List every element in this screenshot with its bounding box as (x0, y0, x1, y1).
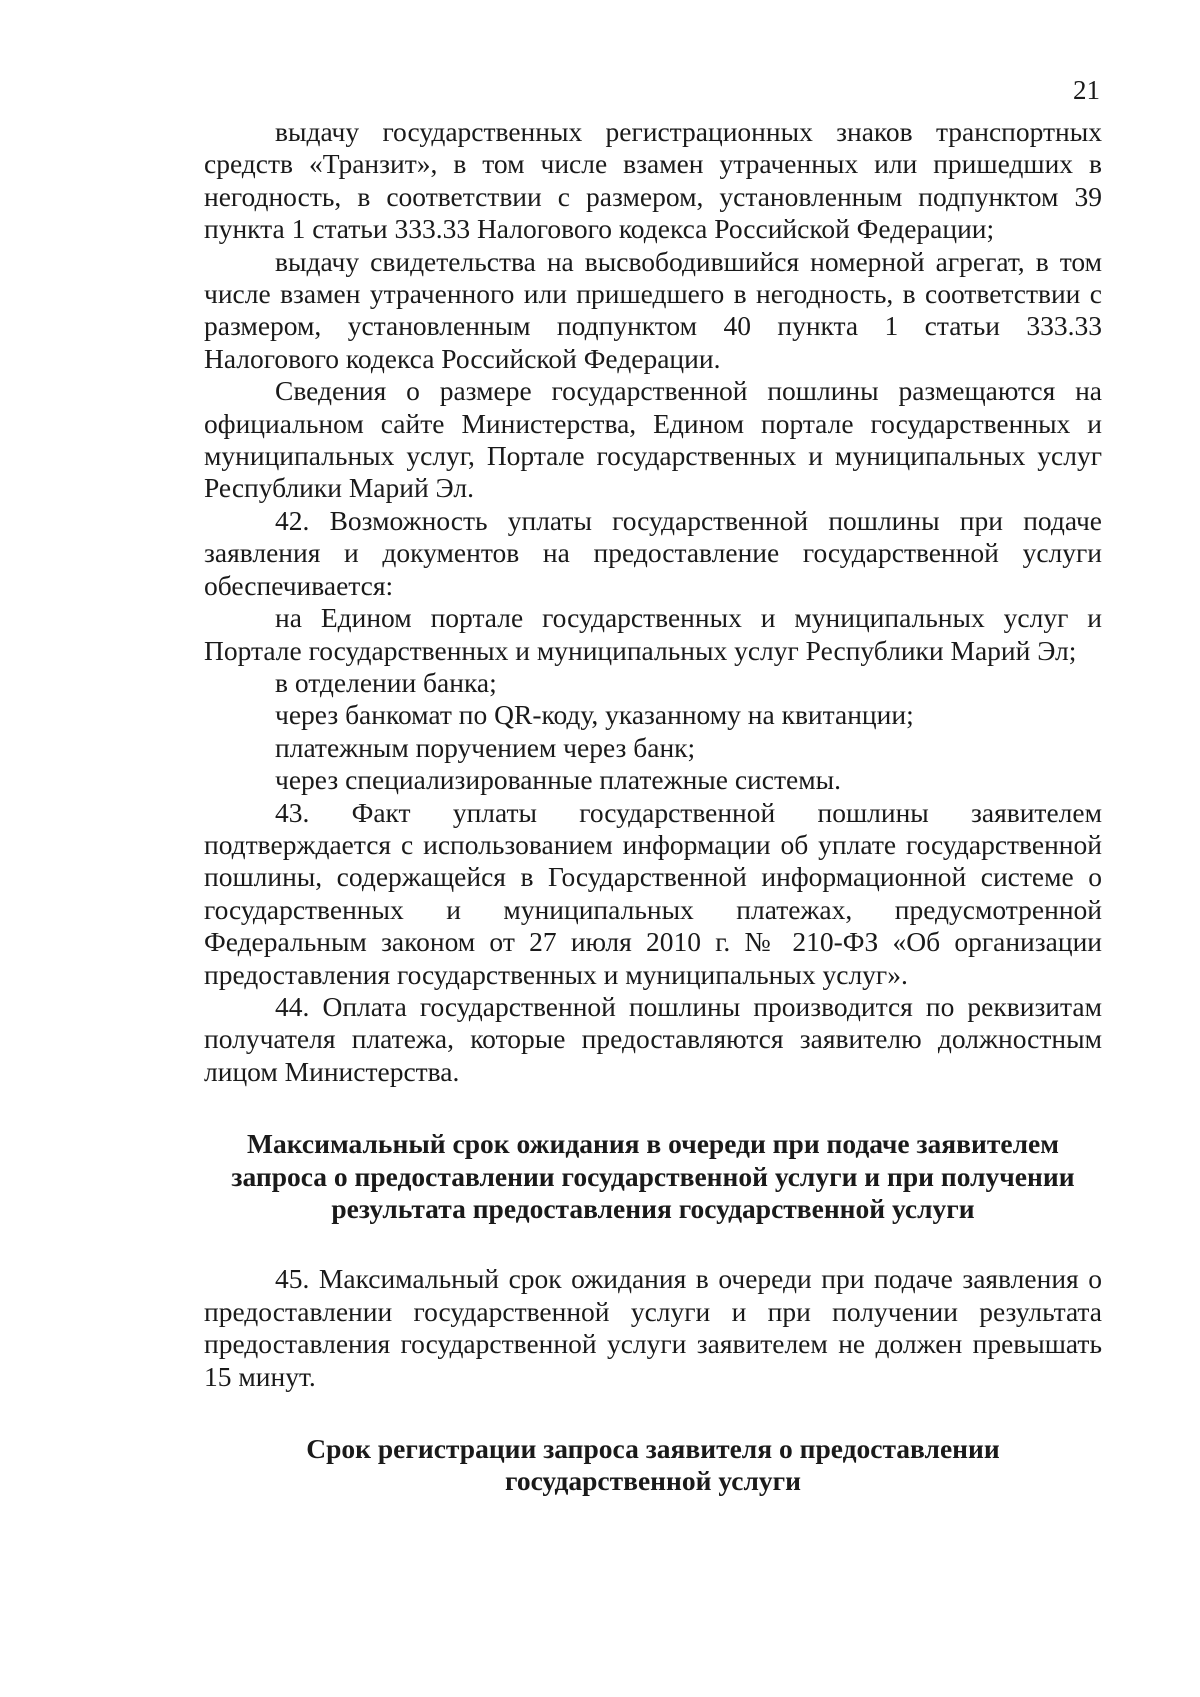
paragraph-45: 45. Максимальный срок ожидания в очереди при подаче заявления о предоставлении государственной услуги и при получении результата предоставления государственной услуги заявителем не должен превышать 15 минут. (204, 1263, 1102, 1392)
paragraph-transit-plates: выдачу государственных регистрационных знаков транспортных средств «Транзит», в том числе взамен утраченных или пришедших в негодность, в соответствии с размером, установленным подпунктом 39 пункта 1 статьи 333.33 Налогового кодекса Российской Федерации; (204, 116, 1102, 245)
list-item-bank-branch: в отделении банка; (275, 666, 497, 698)
page-number: 21 (1073, 75, 1100, 105)
paragraph-44: 44. Оплата государственной пошлины производится по реквизитам получателя платежа, которые предоставляются заявителю должностным лицом Министерства. (204, 990, 1102, 1087)
list-item-atm: через банкомат по QR-коду, указанному на квитанции; (275, 699, 914, 731)
paragraph-43: 43. Факт уплаты государственной пошлины заявителем подтверждается с использованием информации об уплате государственной пошлины, содержащейся в Государственной информационной системе о государственных и муниципальных платежах, предусмотренной Федеральным законом от 27 июля 2010 г. № 210-ФЗ «Об организации предоставления государственных и муниципальных услуг». (204, 796, 1102, 990)
list-item-payment-systems: через специализированные платежные системы. (275, 764, 841, 796)
spacer (204, 1088, 1102, 1128)
paragraph-42: 42. Возможность уплаты государственной пошлины при подаче заявления и документов на предоставление государственной услуги обеспечивается: (204, 504, 1102, 601)
spacer (204, 1225, 1102, 1263)
list-item-payment-order: платежным поручением через банк; (275, 731, 696, 763)
document-body (204, 116, 1102, 1498)
list-item-portal: на Едином портале государственных и муниципальных услуг и Портале государственных и муниципальных услуг Республики Марий Эл; (204, 602, 1102, 666)
paragraph-fee-info: Сведения о размере государственной пошлины размещаются на официальном сайте Министерства, Едином портале государственных и муниципальных услуг, Портале государственных и муниципальных услуг Республики Марий Эл. (204, 375, 1102, 504)
paragraph-unit-certificate: выдачу свидетельства на высвободившийся номерной агрегат, в том числе взамен утраченного или пришедшего в негодность, в соответствии с размером, установленным подпунктом 40 пункта 1 статьи 333.33 Налогового кодекса Российской Федерации. (204, 245, 1102, 374)
section-heading-queue-time: Максимальный срок ожидания в очереди при подаче заявителем запроса о предоставлении государственной услуги и при получении результата предоставления государственной услуги (231, 1128, 1075, 1224)
spacer (204, 1393, 1102, 1433)
section-heading-registration-time: Срок регистрации запроса заявителя о предоставлении государственной услуги (306, 1433, 1000, 1497)
